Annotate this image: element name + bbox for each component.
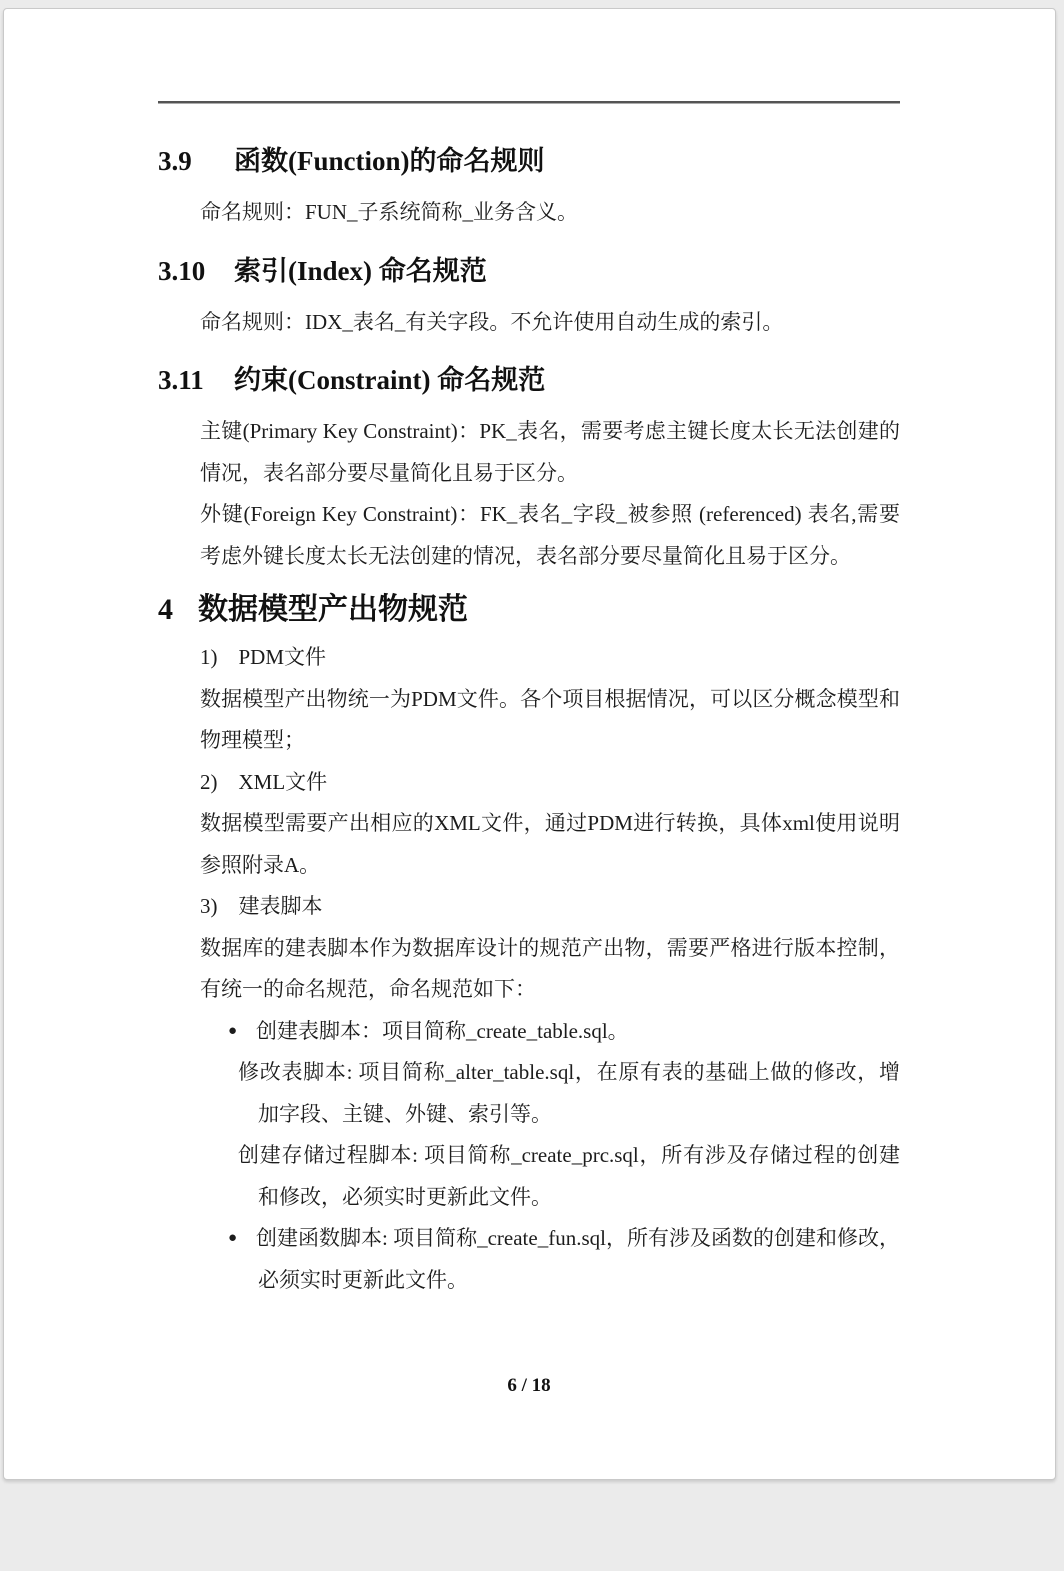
section-number-3-9: 3.9 xyxy=(158,146,192,176)
section-heading-4 xyxy=(158,591,900,629)
section-title-3-10: 索引(Index) 命名规范 xyxy=(234,255,487,286)
script-naming-list xyxy=(200,1011,900,1302)
section-title-4: 数据模型产出物规范 xyxy=(198,593,468,626)
list-item-2-label: 2) XML文件 xyxy=(200,769,328,794)
bullet-item-create-table xyxy=(200,1011,900,1053)
paragraph-naming-rule-function: 命名规则：FUN_子系统简称_业务含义。 xyxy=(200,200,579,224)
paragraph-foreign-key: 外键(Foreign Key Constraint)：FK_表名_字段_被参照 (referenced) 表名,需要考虑外键长度太长无法创建的情况，表名部分要尽量简化且易于区分。 xyxy=(200,502,900,568)
section-number-3-11: 3.11 xyxy=(158,365,204,395)
section-number-4: 4 xyxy=(158,593,173,626)
list-item-1-text: 数据模型产出物统一为PDM文件。各个项目根据情况，可以区分概念模型和物理模型； xyxy=(200,686,900,752)
list-item-2-text: 数据模型需要产出相应的XML文件，通过PDM进行转换，具体xml使用说明参照附录A。 xyxy=(200,811,900,877)
section-title-3-9: 函数(Function)的命名规则 xyxy=(234,146,545,176)
bullet-item-text: 创建表脚本：项目简称_create_table.sql。 xyxy=(256,1018,629,1043)
section-heading-3-11 xyxy=(158,363,900,397)
list-item-3-text: 数据库的建表脚本作为数据库设计的规范产出物，需要严格进行版本控制，有统一的命名规范，命名规范如下： xyxy=(200,935,900,1001)
paragraph-naming-rule-index: 命名规则：IDX_表名_有关字段。不允许使用自动生成的索引。 xyxy=(200,309,784,334)
document-page xyxy=(3,8,1056,1480)
header-rule xyxy=(158,101,900,104)
list-item-1-label: 1) PDM文件 xyxy=(200,645,327,669)
bullet-icon: ● xyxy=(228,1022,238,1039)
bullet-icon: ● xyxy=(228,1230,238,1246)
section-4-body xyxy=(158,637,900,1301)
page-content xyxy=(4,101,1055,1571)
page-number: 6 / 18 xyxy=(507,1375,551,1396)
paragraph-primary-key: 主键(Primary Key Constraint)：PK_表名，需要考虑主键长度太长无法创建的情况，表名部分要尽量简化且易于区分。 xyxy=(200,419,900,485)
bullet-item-text: 创建函数脚本: 项目简称_create_fun.sql，所有涉及函数的创建和修改，必须实时更新此文件。 xyxy=(256,1226,900,1292)
section-heading-3-9 xyxy=(158,144,900,178)
section-number-3-10: 3.10 xyxy=(158,255,206,286)
section-heading-3-10 xyxy=(158,254,900,288)
sub-item-create-prc: 创建存储过程脚本: 项目简称_create_prc.sql，所有涉及存储过程的创建和修改，必须实时更新此文件。 xyxy=(238,1143,900,1209)
list-item-3-label: 3) 建表脚本 xyxy=(200,894,323,918)
bullet-item-create-fun xyxy=(200,1218,900,1301)
section-title-3-11: 约束(Constraint) 命名规范 xyxy=(234,365,546,395)
sub-item-alter-table: 修改表脚本: 项目简称_alter_table.sql，在原有表的基础上做的修改，增加字段、主键、外键、索引等。 xyxy=(238,1060,900,1126)
